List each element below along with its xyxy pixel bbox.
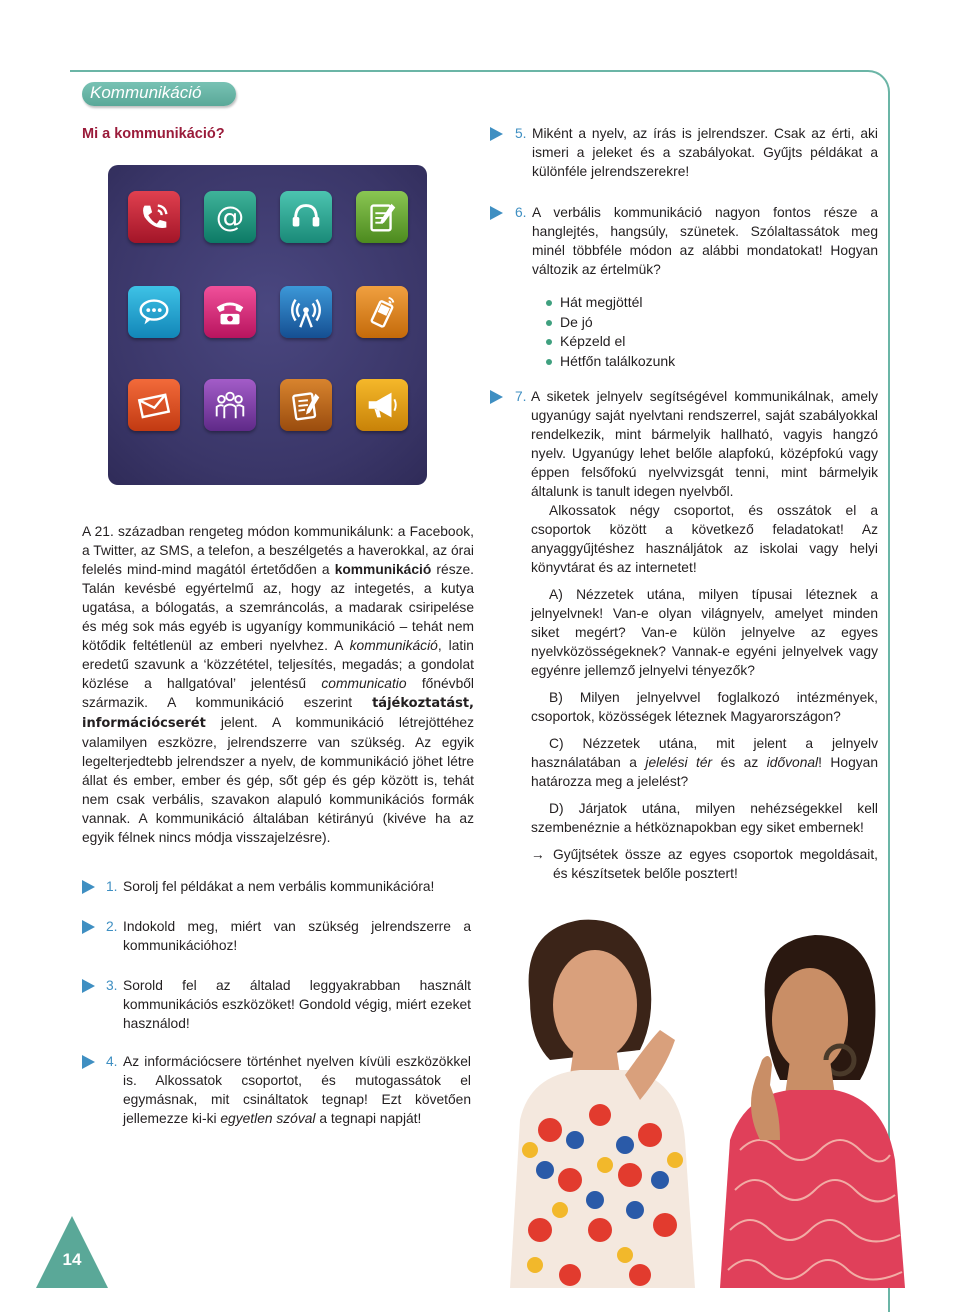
envelope-icon xyxy=(128,379,180,431)
question-3: 3. Sorold fel az általad leggyakrabban használt kommunikációs eszközöket! Gondold végig, miért ezeket használod! xyxy=(82,976,471,1033)
list-item: Hétfőn találkozunk xyxy=(546,352,675,372)
arrow-icon xyxy=(490,390,503,404)
signal-tower-icon xyxy=(280,286,332,338)
question-5: 5. Miként a nyelv, az írás is jelrendszer. Csak az érti, aki ismeri a jeleket és a szabályokat. Gyűjts példákat a különféle jelrendszerekre! xyxy=(490,124,878,181)
mobile-phone-icon xyxy=(356,286,408,338)
phone-icon xyxy=(128,191,180,243)
intro-text: A 21. században rengeteg módon kommunikálunk: a Facebook, a Twitter, az SMS, a telefon, a beszélgetés a haverokkal, az órai felelés mind-mind magától értetődően a kommunikáció része. Talán kevésbé egyértelmű az, hogy az integetés, a kutya ugatása, a bólogatás, a szemráncolás, a madarak csiripelése és még sok más egyéb is ugyanígy kommunikáció – tehát nem kötődik feltétlenül az emberi nyelvhez. A kommunikáció, latin eredetű szavunk a ‘közzététel, teljesítés, megadás; a gondolat közlése a hallgatóval’ jelentésű communicatio főnévből származik. A kommunikáció eszerint tájékoztatást, információcserét jelent. A kommunikáció létrejöttéhez valamilyen eszközre, jelrendszerre van szükség. Az egyik legelterjedtebb jelrendszer a nyelv, de kommunikáció jöhet létre állat és ember, ember és gép, sőt gép és gép között is, tehát nem csak verbális, szavakon alapuló kommunikációs formák vannak. A kommunikáció általában kétirányú (kivéve ha az egyik félnek nincs módja visszajelzésre). xyxy=(82,524,475,845)
at-sign-icon xyxy=(204,191,256,243)
arrow-icon xyxy=(490,127,503,141)
arrow-icon xyxy=(82,920,95,934)
megaphone-icon xyxy=(356,379,408,431)
question-2: 2. Indokold meg, miért van szükség jelrendszerre a kommunikációhoz! xyxy=(82,917,471,955)
sentence-list xyxy=(546,293,675,371)
arrow-icon xyxy=(82,979,95,993)
communication-icons-panel xyxy=(108,165,427,485)
right-arrow-icon: → xyxy=(531,847,545,862)
headset-icon xyxy=(280,191,332,243)
section-label: Kommunikáció xyxy=(82,82,236,106)
question-1: 1. Sorolj fel példákat a nem verbális kommunikációra! xyxy=(82,877,474,896)
list-item: De jó xyxy=(546,313,675,333)
list-item: Hát megjöttél xyxy=(546,293,675,313)
chat-bubbles-icon xyxy=(128,286,180,338)
page-number: 14 xyxy=(62,1250,82,1269)
telephone-icon xyxy=(204,286,256,338)
arrow-icon xyxy=(490,206,503,220)
notebook-pen-icon xyxy=(280,379,332,431)
question-6: 6. A verbális kommunikáció nagyon fontos része a hanglejtés, hangsúly, szünetek. Szólaltassátok meg minél többféle módon az alábbi mondatokat! Hogyan változik az értelmük? xyxy=(490,203,878,279)
question-4: 4. Az információcsere történhet nyelven kívüli eszközökkel is. Alkossatok csoportot, és mutogassátok el egymásnak, mit csináltatok tegnap! Ezt követően jellemezze ki-ki egyetlen szóval a tegnapi napját! xyxy=(82,1052,471,1128)
people-icon xyxy=(204,379,256,431)
notepad-icon xyxy=(356,191,408,243)
arrow-icon xyxy=(82,1055,95,1069)
two-women-photo xyxy=(490,910,910,1288)
page-heading: Mi a kommunikáció? xyxy=(82,126,225,142)
svg-text:@: @ xyxy=(215,200,245,234)
arrow-icon xyxy=(82,880,95,894)
question-7: 7. A siketek jelnyelv segítségével kommunikálnak, amely ugyanúgy saját nyelvtani rendszerrel, saját szabályokkal rendelkezik, mint bármelyik hallható, vagyis hangzó nyelv. Ugyanúgy lehet belőle alapfokú, középfokú vagy éppen felsőfokú nyelvvizsgát tenni, mint bármelyik általunk is tanult idegen nyelvből. Alkossatok négy csoportot, és osszátok el a csoportok között a következő feladatokat! Az anyaggyűjtéshez használjátok az iskolai vagy helyi könyvtárat és az internetet! A) Nézzetek utána, milyen típusai léteznek a jelnyelvnek! Van-e olyan világnyelv, amelyet minden siket megért? Van-e külön jelnyelve az egyes nyelvközösségeknek? Vannak-e egyéni jelnyelvek vagy egyénre jellemző jelnyelvi tényezők? B) Milyen jelnyelvvel foglalkozó intézmények, csoportok, közösségek léteznek Magyarországon? C) Nézzetek utána, mit jelent a jelnyelv használatában a jelelési tér és az idővonal! Hogyan határozza meg a jelelést? D) Járjatok utána, milyen nehézségekkel kell szembenéznie a hétköznapokban egy siket embernek! → Gyűjtsétek össze az egyes csoportok megoldásait, és készítsetek belőle posztert! xyxy=(490,387,878,883)
list-item: Képzeld el xyxy=(546,332,675,352)
